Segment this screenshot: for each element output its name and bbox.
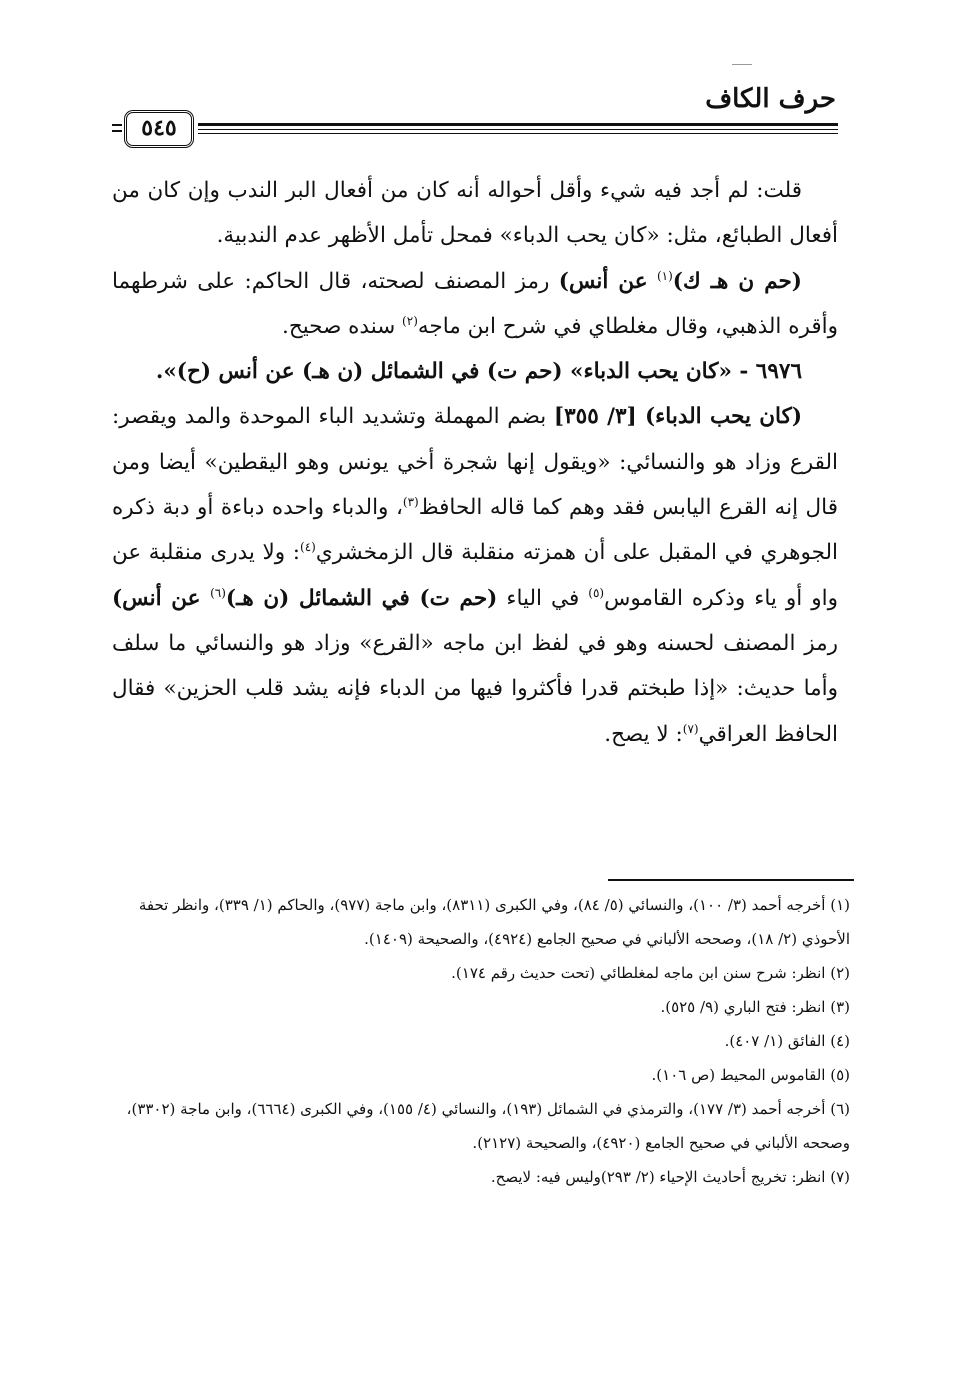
footnote-6: (٦) أخرجه أحمد (٣/ ١٧٧)، والترمذي في الشمائل (١٩٣)، والنسائي (٤/ ١٥٥)، وفي الكبرى (٦٦٦٤)، وابن ماجة (٣٣٠٢)، وصححه الألباني في صحيح الجامع (٤٩٢٠)، والصحيحة (٢١٢٧).	[126, 1100, 850, 1152]
header-rule	[198, 121, 838, 137]
footnotes	[112, 888, 850, 1194]
paragraph-1-text: قلت: لم أجد فيه شيء وأقل أحواله أنه كان من أفعال البر الندب وإن كان من أفعال الطبائع، مثل: «كان يحب الدباء» فمحل تأمل الأظهر عدم الندبية.	[112, 178, 838, 249]
footnote-2: (٢) انظر: شرح سنن ابن ماجه لمغلطائي (تحت حديث رقم ١٧٤).	[451, 964, 850, 982]
hadith-text: ٦٩٧٦ - «كان يحب الدباء» (حم ت) في الشمائل (ن هـ) عن أنس (ح)».	[155, 359, 802, 385]
source-code: (حم ن هـ ك)	[672, 268, 802, 294]
paragraph-2	[112, 259, 838, 350]
chapter-title: حرف الكاف	[705, 84, 836, 114]
footnote-separator	[608, 879, 854, 881]
footnote-1: (١) أخرجه أحمد (٣/ ١٠٠)، والنسائي (٥/ ٨٤)، وفي الكبرى (٨٣١١)، وابن ماجة (٩٧٧)، والحاكم (١/ ٣٣٩)، وانظر تحفة الأحوذي (٢/ ١٨)، وصححه الألباني في صحيح الجامع (٤٩٢٤)، والصحيحة (١٤٠٩).	[138, 896, 850, 948]
top-mark	[732, 64, 752, 65]
p3-text-6: : لا يصح.	[604, 721, 683, 747]
narrator: عن أنس)	[558, 268, 648, 294]
footnote-ref-6[interactable]: (٦)	[210, 585, 226, 600]
footnote-ref-4[interactable]: (٤)	[300, 540, 316, 555]
footnote-3: (٣) انظر: فتح الباري (٩/ ٥٢٥).	[660, 998, 850, 1016]
lemma: (كان يحب الدباء) [٣/ ٣٥٥]	[553, 404, 802, 430]
footnote-7: (٧) انظر: تخريج أحاديث الإحياء (٢/ ٢٩٣)وليس فيه: لايصح.	[490, 1168, 850, 1186]
paragraph-1	[112, 168, 838, 259]
header-rule-end	[112, 121, 122, 135]
footnote-5: (٥) القاموس المحيط (ص ١٠٦).	[651, 1066, 850, 1084]
p3-text-3: : ولا يدرى منقلبة عن واو أو ياء وذكره القاموس	[112, 540, 839, 611]
paragraph-2-text-b: سنده صحيح.	[281, 313, 403, 339]
p3-text-1: بضم المهملة وتشديد الباء الموحدة والمد ويقصر: القرع وزاد هو والنسائي: «ويقول إنها شجرة أخي يونس وهو اليقطين» أيضا ومن قال إنه القرع اليابس فقد وهم كما قاله الحافظ	[112, 404, 838, 521]
footnote-4: (٤) الفائق (١/ ٤٠٧).	[724, 1032, 850, 1050]
p3-bold-1: (حم ت) في الشمائل (ن هـ)	[225, 585, 498, 611]
p3-text-2: ، والدباء واحده دباءة أو دبة ذكره الجوهري في المقبل على أن همزته منقلبة قال الزمخشري	[112, 495, 838, 566]
paragraph-3	[112, 394, 838, 756]
footnote-ref-1[interactable]: (١)	[656, 268, 673, 283]
p3-bold-2: عن أنس)	[112, 585, 211, 611]
footnote-ref-5[interactable]: (٥)	[588, 585, 605, 600]
p3-text-4: في الياء	[497, 585, 589, 611]
p3-text-5: رمز المصنف لحسنه وهو في لفظ ابن ماجه «القرع» وزاد هو والنسائي ما سلف وأما حديث: «إذا طبختم قدرا فأكثروا فيها من الدباء فإنه يشد قلب الحزين» فقال الحافظ العراقي	[112, 630, 838, 747]
page-number: ٥٤٥	[124, 110, 194, 148]
footnote-ref-7[interactable]: (٧)	[682, 721, 699, 736]
main-text	[112, 168, 838, 757]
footnote-ref-3[interactable]: (٣)	[402, 494, 419, 509]
paragraph-2-text-a: رمز المصنف لصحته، قال الحاكم: على شرطهما وأقره الذهبي، وقال مغلطاي في شرح ابن ماجه	[112, 268, 838, 339]
footnote-ref-2[interactable]: (٢)	[402, 313, 418, 328]
hadith-heading	[112, 349, 838, 394]
